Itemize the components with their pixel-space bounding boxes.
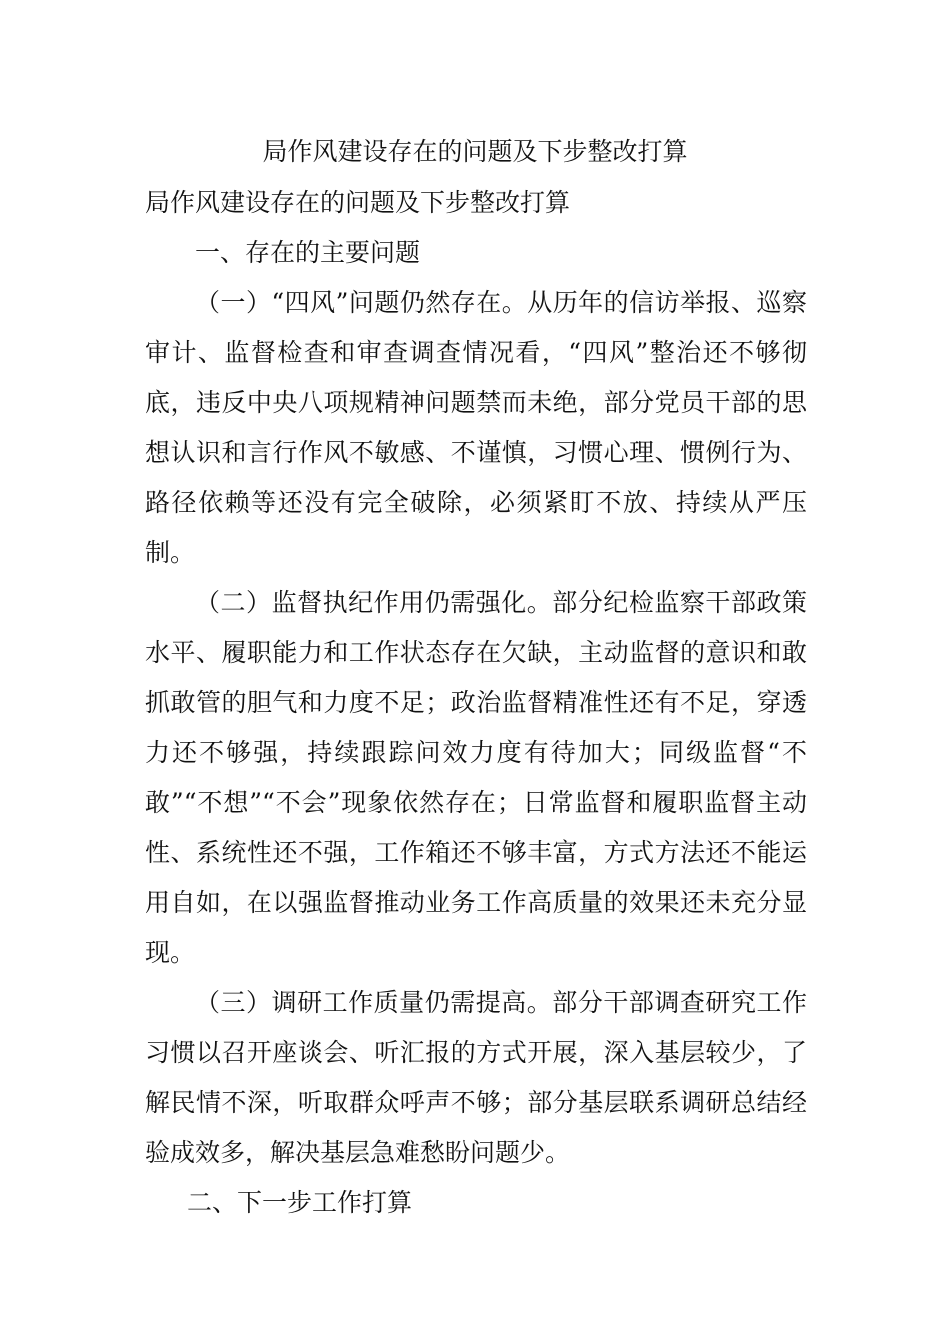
paragraph-3: （三）调研工作质量仍需提高。部分干部调查研究工作习惯以召开座谈会、听汇报的方式开展，深入基层较少，了解民情不深，听取群众呼声不够；部分基层联系调研总结经验成效多，解决基层急难愁盼问题少。 (145, 988, 807, 1167)
paragraph-1: （一）“四风”问题仍然存在。从历年的信访举报、巡察审计、监督检查和审查调查情况看，“四风”整治还不够彻底，违反中央八项规精神问题禁而未绝，部分党员干部的思想认识和言行作风不敏感、不谨慎，习惯心理、惯例行为、路径依赖等还没有完全破除，必须紧盯不放、持续从严压制。 (145, 288, 807, 567)
document-body (145, 178, 807, 1228)
document-subtitle: 局作风建设存在的问题及下步整改打算 (145, 188, 571, 217)
section-heading-1: 一、存在的主要问题 (195, 238, 421, 267)
section-heading-2: 二、下一步工作打算 (187, 1188, 413, 1217)
document-title: 局作风建设存在的问题及下步整改打算 (262, 137, 688, 166)
paragraph-2: （二）监督执纪作用仍需强化。部分纪检监察干部政策水平、履职能力和工作状态存在欠缺，主动监督的意识和敢抓敢管的胆气和力度不足；政治监督精准性还有不足，穿透力还不够强，持续跟踪问效力度有待加大；同级监督“不敢”“不想”“不会”现象依然存在；日常监督和履职监督主动性、系统性还不强，工作箱还不够丰富，方式方法还不能运用自如，在以强监督推动业务工作高质量的效果还未充分显现。 (145, 588, 807, 967)
